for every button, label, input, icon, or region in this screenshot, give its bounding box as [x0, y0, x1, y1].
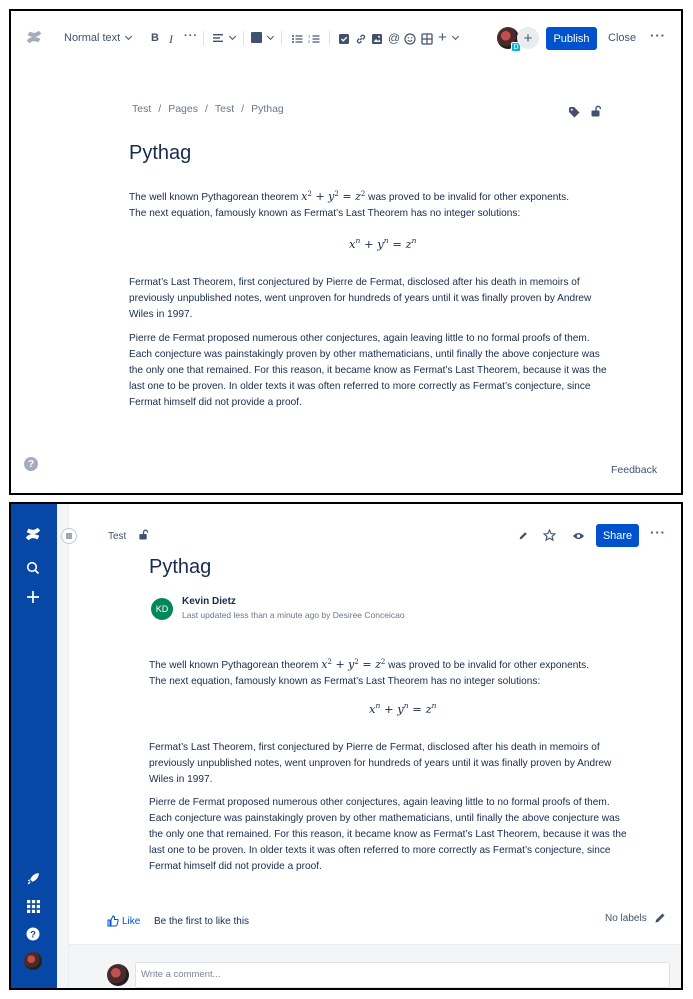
viewer-window [9, 502, 683, 990]
alignment-dropdown[interactable] [212, 32, 235, 44]
paragraph-conjectures[interactable]: Pierre de Fermat proposed numerous other conjectures, again leaving little to no formal proofs of them. Each conjecture was painstakingly proven by other mathematicians, until finally the above conjecture was the only one that remained. For this reason, it became know as Fermat’s Last Theorem, because it was the last one to be proven. In older texts it was often referred to more correctly as Fermat’s conjecture, since Fermat himself did not provide a proof. [129, 333, 607, 408]
star-icon[interactable] [543, 529, 556, 542]
more-options-button[interactable]: ··· [650, 28, 666, 43]
chevron-down-icon [229, 33, 236, 40]
close-button[interactable]: Close [608, 32, 637, 44]
fermat-equation[interactable]: $x^n + y^n = z^n$ [349, 236, 417, 251]
bullet-list-icon[interactable] [291, 33, 303, 45]
pythagorean-equation: $x^2 + y^2 = z^2$ [301, 190, 366, 203]
breadcrumb-item[interactable]: Test [132, 103, 152, 115]
breadcrumb: Test / Pages / Test / Pythag [132, 103, 284, 115]
text-style-dropdown[interactable] [64, 32, 131, 44]
like-button[interactable] [107, 915, 140, 927]
profile-avatar[interactable] [24, 952, 42, 970]
checkbox-icon[interactable] [338, 33, 350, 45]
rocket-icon[interactable] [23, 868, 43, 888]
svg-text:1: 1 [308, 33, 311, 39]
pythagorean-equation: $x^2 + y^2 = z^2$ [321, 658, 386, 671]
like-label: Like [122, 915, 141, 927]
image-icon[interactable] [371, 33, 383, 45]
collaborator-badge: D [511, 42, 521, 52]
paragraph-fermat-history: Fermat’s Last Theorem, first conjectured by Pierre de Fermat, disclosed after his death in memoirs of previously unpublished notes, went unproven for hundreds of years until it was finally proven by Andrew Wiles in 1997. [149, 742, 612, 785]
paragraph-fermat-history[interactable]: Fermat’s Last Theorem, first conjectured by Pierre de Fermat, disclosed after his death in memoirs of previously unpublished notes, went unproven for hundreds of years until it was finally proven by Andrew Wiles in 1997. [129, 277, 592, 320]
invite-button[interactable]: + [517, 27, 539, 49]
toolbar-divider [281, 31, 282, 45]
link-icon[interactable] [355, 33, 367, 45]
unlock-icon[interactable] [590, 105, 602, 117]
thumbs-up-icon [107, 915, 119, 927]
page-metadata[interactable]: Last updated less than a minute ago by Desiree Conceicao [182, 610, 405, 620]
expand-sidebar-button[interactable] [61, 528, 77, 544]
fermat-equation: $x^n + y^n = z^n$ [369, 701, 437, 716]
text-color-swatch-icon [251, 32, 262, 43]
label-tag-icon[interactable] [568, 106, 580, 118]
toolbar-divider [243, 31, 244, 45]
space-sidebar-collapsed [57, 504, 69, 988]
paragraph-intro: The well known Pythagorean theorem $x^2 + y^2 = z^2$ was proved to be invalid for other exponents. The next equation, famously known as Fermat’s Last Theorem has no integer solutions: [149, 658, 590, 687]
breadcrumb-item[interactable]: Pages [168, 103, 198, 115]
edit-labels-pencil-icon[interactable] [654, 912, 666, 924]
publish-button[interactable]: Publish [546, 27, 597, 50]
breadcrumb-item[interactable]: Test [214, 103, 235, 115]
labels-text: No labels [605, 913, 647, 924]
table-icon[interactable] [421, 33, 433, 45]
global-sidebar [11, 504, 57, 988]
text-color-dropdown[interactable] [251, 32, 273, 43]
page-title[interactable]: Pythag [129, 142, 192, 164]
chevron-down-icon [452, 32, 459, 39]
editor-toolbar [11, 11, 681, 63]
confluence-logo-icon[interactable] [25, 28, 43, 46]
emoji-icon[interactable] [404, 33, 416, 45]
app-switcher-icon[interactable] [23, 896, 43, 916]
numbered-list-icon[interactable] [308, 33, 320, 45]
create-plus-icon[interactable] [23, 587, 43, 607]
space-breadcrumb[interactable]: Test [108, 531, 127, 542]
like-message: Be the first to like this [154, 916, 250, 927]
commenter-avatar [107, 964, 129, 986]
author-avatar[interactable]: KD [151, 598, 173, 620]
svg-text:?: ? [30, 929, 36, 941]
chevron-down-icon [267, 32, 274, 39]
italic-button[interactable]: I [169, 32, 173, 46]
watch-eye-icon[interactable] [572, 531, 585, 541]
search-icon[interactable] [23, 558, 43, 578]
bold-button[interactable]: B [151, 32, 159, 44]
align-left-icon [212, 32, 224, 44]
page-title: Pythag [149, 556, 212, 578]
author-name[interactable]: Kevin Dietz [182, 596, 236, 607]
more-actions-button[interactable]: ··· [650, 525, 666, 540]
toolbar-divider [329, 31, 330, 45]
paragraph-intro[interactable]: The well known Pythagorean theorem $x^2 + y^2 = z^2$ was proved to be invalid for other exponents. The next equation, famously known as Fermat’s Last Theorem has no integer solutions: [129, 190, 570, 219]
mention-icon[interactable]: @ [388, 31, 401, 45]
unlock-icon[interactable] [138, 529, 149, 540]
edit-pencil-icon[interactable] [518, 531, 528, 541]
breadcrumb-item[interactable]: Pythag [251, 103, 284, 115]
chevron-down-icon [125, 33, 132, 40]
paragraph-conjectures: Pierre de Fermat proposed numerous other conjectures, again leaving little to no formal proofs of them. Each conjecture was painstakingly proven by other mathematicians, until finally the above conjecture was the only one that remained. For this reason, it became know as Fermat’s Last Theorem, because it was the last one to be proven. In older texts it was often referred to more correctly as Fermat’s conjecture, since Fermat himself did not provide a proof. [149, 797, 627, 872]
comment-input[interactable]: Write a comment... [135, 962, 670, 988]
plus-icon: + [438, 29, 447, 46]
help-icon[interactable] [23, 924, 43, 944]
feedback-link[interactable]: Feedback [611, 464, 658, 476]
insert-more-dropdown[interactable] [438, 29, 458, 46]
more-formatting-button[interactable]: ··· [184, 30, 198, 42]
share-button[interactable]: Share [596, 524, 639, 547]
text-style-label: Normal text [64, 32, 121, 44]
toolbar-divider [203, 31, 204, 45]
svg-text:2: 2 [308, 39, 311, 44]
editor-window [9, 9, 683, 495]
confluence-logo-icon[interactable] [23, 524, 43, 544]
help-icon[interactable]: ? [24, 457, 38, 471]
